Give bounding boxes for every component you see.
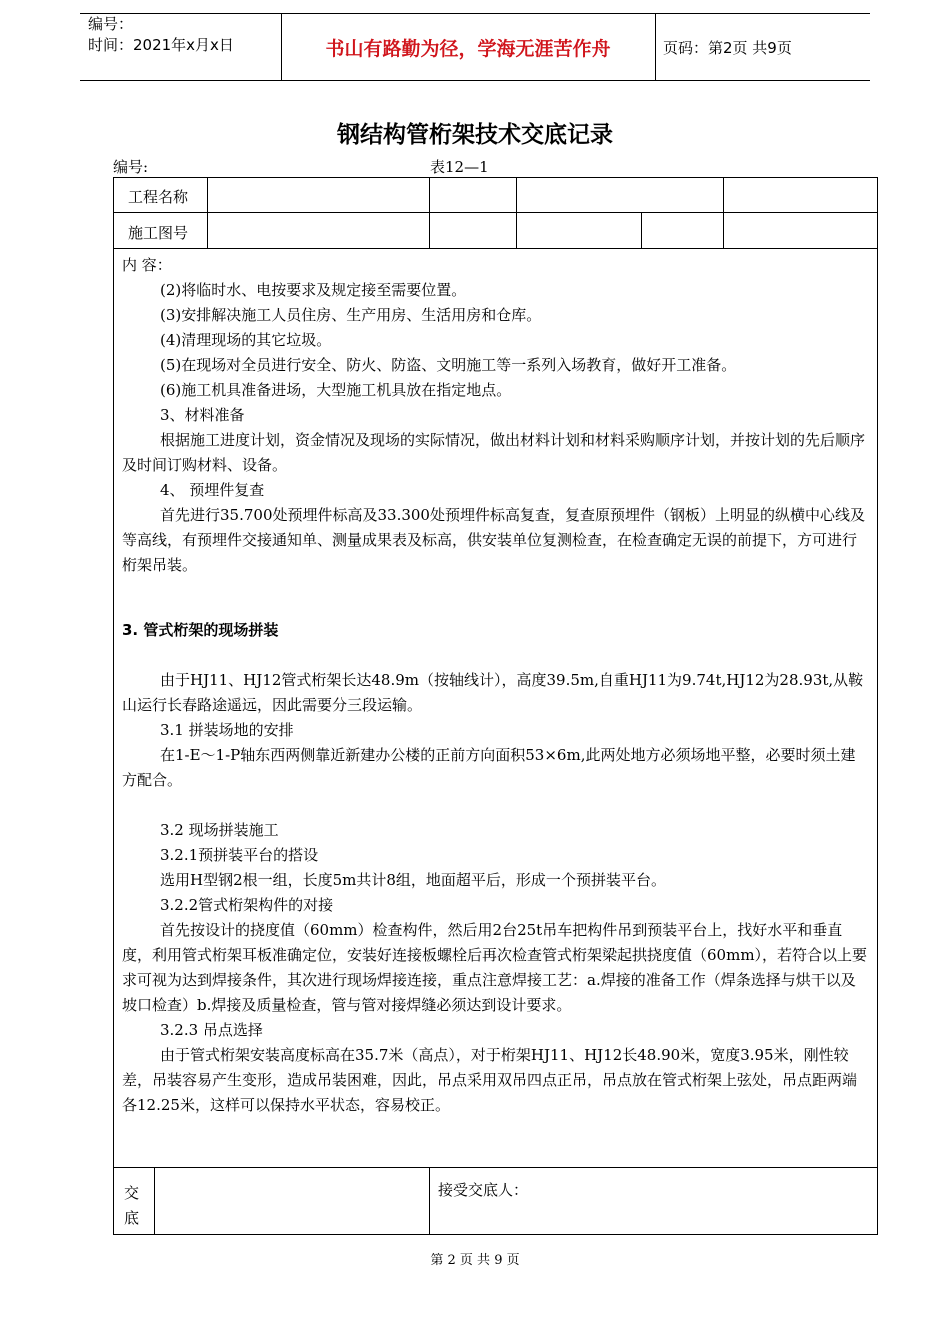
content-paragraph: (3)安排解决施工人员住房、生产用房、生活用房和仓库。	[160, 306, 542, 324]
receiver-label: 接受交底人：	[438, 1181, 529, 1199]
section-heading: 3.2.2管式桁架构件的对接	[160, 896, 334, 914]
content-paragraph: 在1-E～1-P轴东西两侧靠近新建办公楼的正前方向面积53×6m,此两处地方必须场地平整，必要时须土建方配合。	[122, 746, 856, 789]
content-paragraph: 选用H型钢2根一组，长度5m共计8组，地面超平后，形成一个预拼装平台。	[160, 871, 666, 889]
row-line	[114, 248, 877, 249]
col-line	[516, 177, 517, 248]
section-heading: 3.2 现场拼装施工	[160, 821, 279, 839]
document-title: 钢结构管桁架技术交底记录	[337, 122, 613, 148]
content-paragraph: (2)将临时水、电按要求及规定接至需要位置。	[160, 281, 467, 299]
spacer	[122, 578, 868, 603]
content-body	[122, 253, 868, 1118]
section-heading: 3.1 拼装场地的安排	[160, 721, 294, 739]
content-label: 内 容：	[122, 256, 172, 274]
header-divider-right	[655, 13, 656, 80]
drawing-number-label: 施工图号	[128, 224, 189, 242]
header-bottom-border	[80, 80, 870, 81]
form-number-label: 编号:	[113, 158, 149, 176]
spacer	[122, 793, 868, 818]
content-paragraph: (6)施工机具准备进场，大型施工机具放在指定地点。	[160, 381, 512, 399]
spacer	[122, 643, 868, 668]
content-paragraph: 由于管式桁架安装高度标高在35.7米（高点），对于桁架HJ11、HJ12长48.90米，宽度3.95米，刚性较差，吊装容易产生变形，造成吊装困难，因此，吊点采用双吊四点正吊，吊点放在管式桁架上弦处，吊点距两端各12.25米，这样可以保持水平状态，容易校正。	[122, 1046, 858, 1114]
content-paragraph: 由于HJ11、HJ12管式桁架长达48.9m（按轴线计），高度39.5m,自重HJ11为9.74t,HJ12为28.93t,从鞍山运行长春路途遥远，因此需要分三段运输。	[122, 671, 864, 714]
section-heading: 3.2.1预拼装平台的搭设	[160, 846, 319, 864]
content-paragraph: (5)在现场对全员进行安全、防火、防盗、文明施工等一系列入场教育，做好开工准备。	[160, 356, 737, 374]
giver-label-2: 底	[124, 1209, 140, 1227]
header-top-border	[80, 13, 870, 14]
content-paragraph: 首先进行35.700处预埋件标高及33.300处预埋件标高复查，复查原预埋件（钢板）上明显的纵横中心线及等高线，有预埋件交接通知单、测量成果表及标高，供安装单位复测检查，在检查确定无误的前提下，方可进行桁架吊装。	[122, 506, 865, 574]
section-heading-bold: 3. 管式桁架的现场拼装	[122, 621, 279, 639]
row-line	[114, 212, 877, 213]
col-line	[154, 1167, 155, 1234]
row-line	[114, 1167, 877, 1168]
content-paragraph: 首先按设计的挠度值（60mm）检查构件，然后用2台25t吊车把构件吊到预装平台上，找好水平和垂直度，利用管式桁架耳板准确定位，安装好连接板螺栓后再次检查管式桁架梁起拱挠度值（60mm），若符合以上要求可视为达到焊接条件，其次进行现场焊接连接，重点注意焊接工艺：a.焊接的准备工作（焊条选择与烘干以及坡口检查）b.焊接及质量检查，管与管对接焊缝必须达到设计要求。	[122, 921, 868, 1014]
row-line	[114, 1234, 877, 1235]
col-line	[207, 177, 208, 248]
page-info: 页码：第2页 共9页	[663, 39, 792, 57]
section-heading: 3.2.3 吊点选择	[160, 1021, 263, 1039]
page-footer: 第 2 页 共 9 页	[430, 1253, 520, 1268]
project-name-label: 工程名称	[128, 188, 189, 206]
col-line	[641, 213, 642, 248]
motto-text: 书山有路勤为径，学海无涯苦作舟	[325, 38, 611, 60]
table-number: 表12—1	[430, 158, 489, 176]
giver-label-1: 交	[124, 1184, 140, 1202]
content-paragraph: (4)清理现场的其它垃圾。	[160, 331, 332, 349]
section-heading: 4、 预埋件复查	[160, 481, 265, 499]
content-paragraph: 根据施工进度计划，资金情况及现场的实际情况，做出材料计划和材料采购顺序计划，并按计划的先后顺序及时间订购材料、设备。	[122, 431, 866, 474]
col-line	[723, 177, 724, 248]
date-text: 时间：2021年x月x日	[88, 36, 234, 54]
row-line	[114, 177, 877, 178]
section-heading: 3、材料准备	[160, 406, 245, 424]
col-line	[429, 1167, 430, 1234]
col-line	[429, 177, 430, 248]
doc-number-label: 编号：	[88, 15, 134, 33]
